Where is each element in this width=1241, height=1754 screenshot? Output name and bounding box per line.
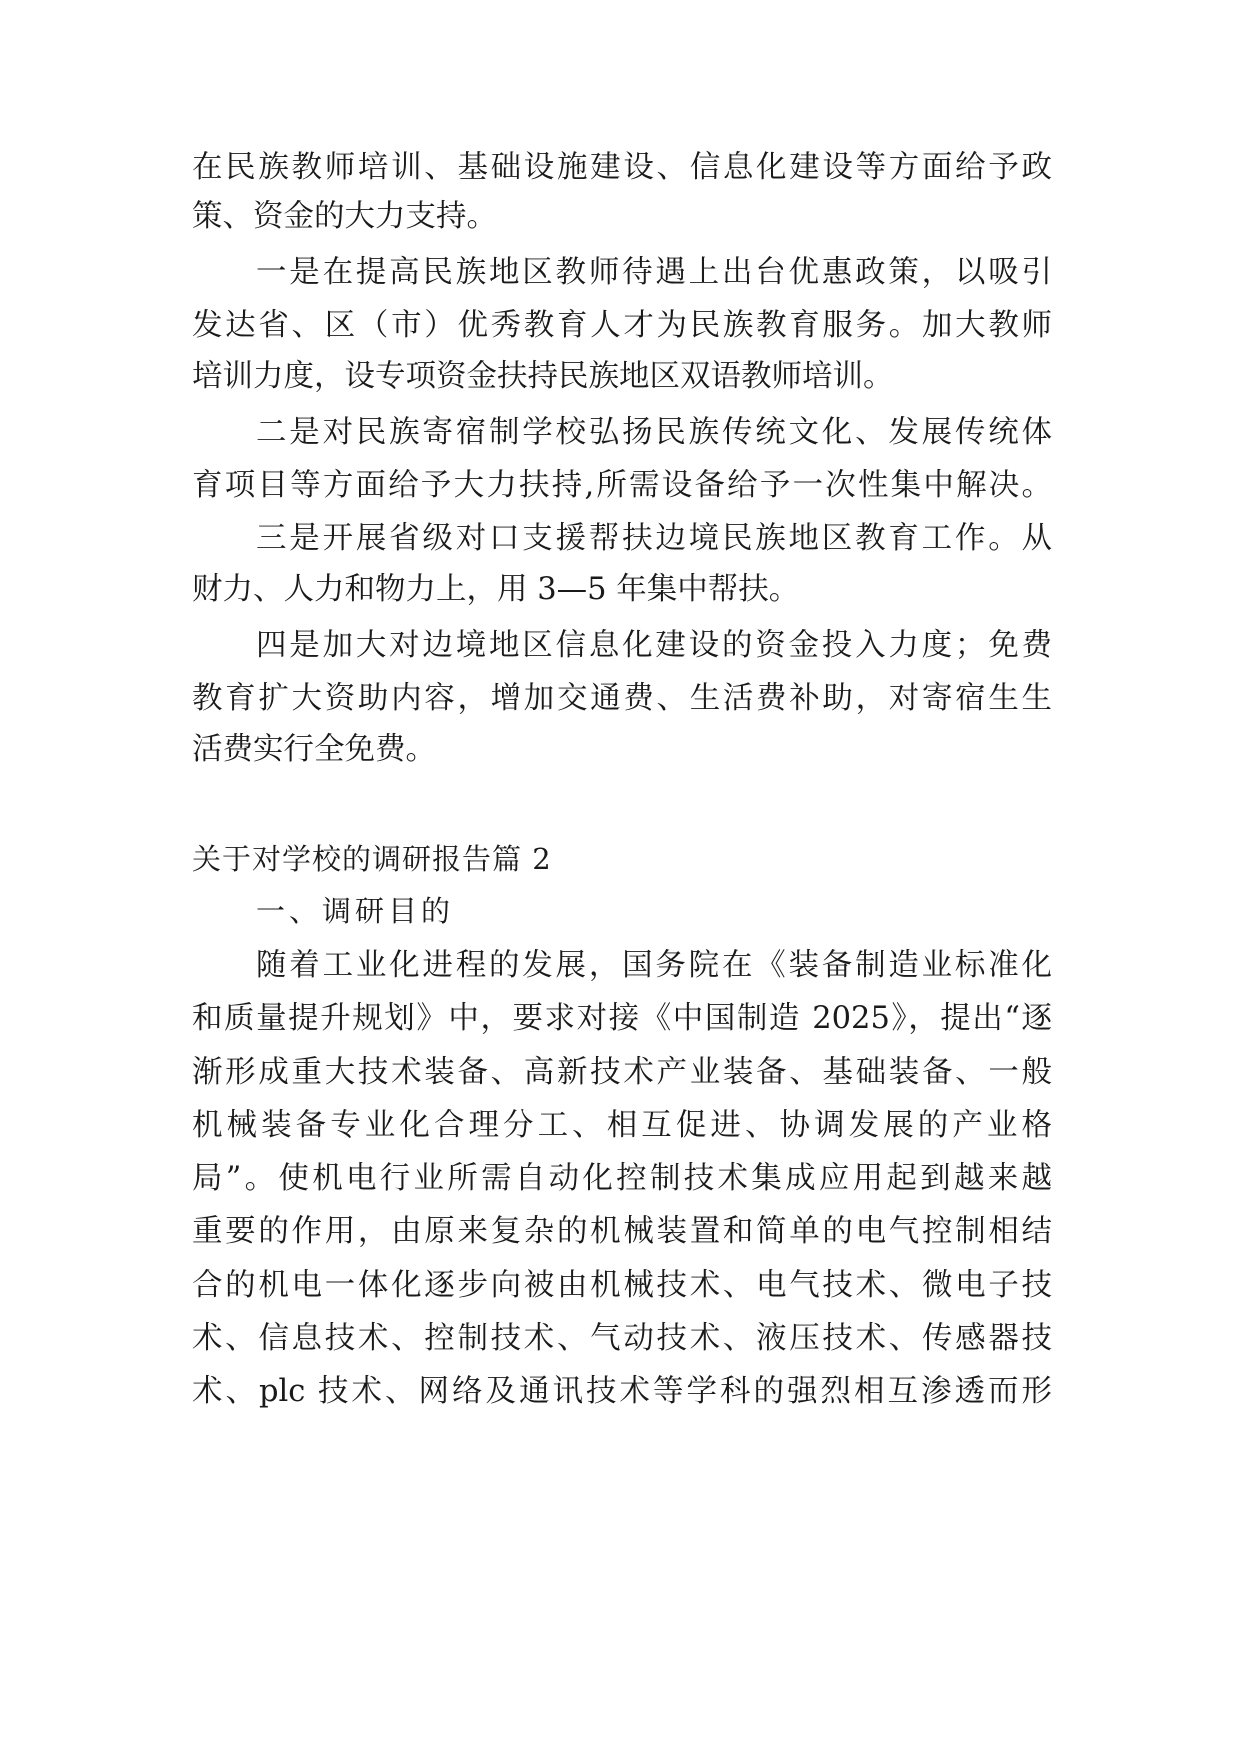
- text-line: 合的机电一体化逐步向被由机械技术、电气技术、微电子技: [192, 1268, 1052, 1303]
- text-line: 四是加大对边境地区信息化建设的资金投入力度；免费: [256, 628, 1052, 663]
- text-line: 育项目等方面给予大力扶持,所需设备给予一次性集中解决。: [192, 468, 1052, 503]
- text-line: 在民族教师培训、基础设施建设、信息化建设等方面给予政: [192, 150, 1052, 185]
- text-line: 二是对民族寄宿制学校弘扬民族传统文化、发展传统体: [256, 415, 1052, 450]
- text-line: 培训力度，设专项资金扶持民族地区双语教师培训。: [192, 359, 894, 394]
- text-line: 教育扩大资助内容，增加交通费、生活费补助，对寄宿生生: [192, 681, 1052, 716]
- text-line: 术、plc 技术、网络及通讯技术等学科的强烈相互渗透而形: [192, 1374, 1052, 1409]
- text-line: 三是开展省级对口支援帮扶边境民族地区教育工作。从: [256, 521, 1052, 556]
- text-line: 机械装备专业化合理分工、相互促进、协调发展的产业格: [192, 1108, 1052, 1143]
- text-line: 活费实行全免费。: [192, 732, 436, 767]
- text-line: 策、资金的大力支持。: [192, 199, 497, 234]
- section-title: 关于对学校的调研报告篇 2: [192, 842, 552, 876]
- text-line: 渐形成重大技术装备、高新技术产业装备、基础装备、一般: [192, 1055, 1052, 1090]
- section-subtitle: 一、调研目的: [256, 894, 455, 928]
- text-line: 一是在提高民族地区教师待遇上出台优惠政策，以吸引: [256, 255, 1052, 290]
- text-line: 术、信息技术、控制技术、气动技术、液压技术、传感器技: [192, 1321, 1052, 1356]
- text-line: 随着工业化进程的发展，国务院在《装备制造业标准化: [256, 948, 1052, 983]
- text-line: 重要的作用，由原来复杂的机械装置和简单的电气控制相结: [192, 1214, 1052, 1249]
- text-line: 和质量提升规划》中，要求对接《中国制造 2025》，提出“逐: [192, 1001, 1052, 1036]
- text-line: 发达省、区（市）优秀教育人才为民族教育服务。加大教师: [192, 308, 1052, 343]
- text-line: 财力、人力和物力上，用 3—5 年集中帮扶。: [192, 572, 800, 607]
- text-line: 局”。使机电行业所需自动化控制技术集成应用起到越来越: [192, 1161, 1052, 1196]
